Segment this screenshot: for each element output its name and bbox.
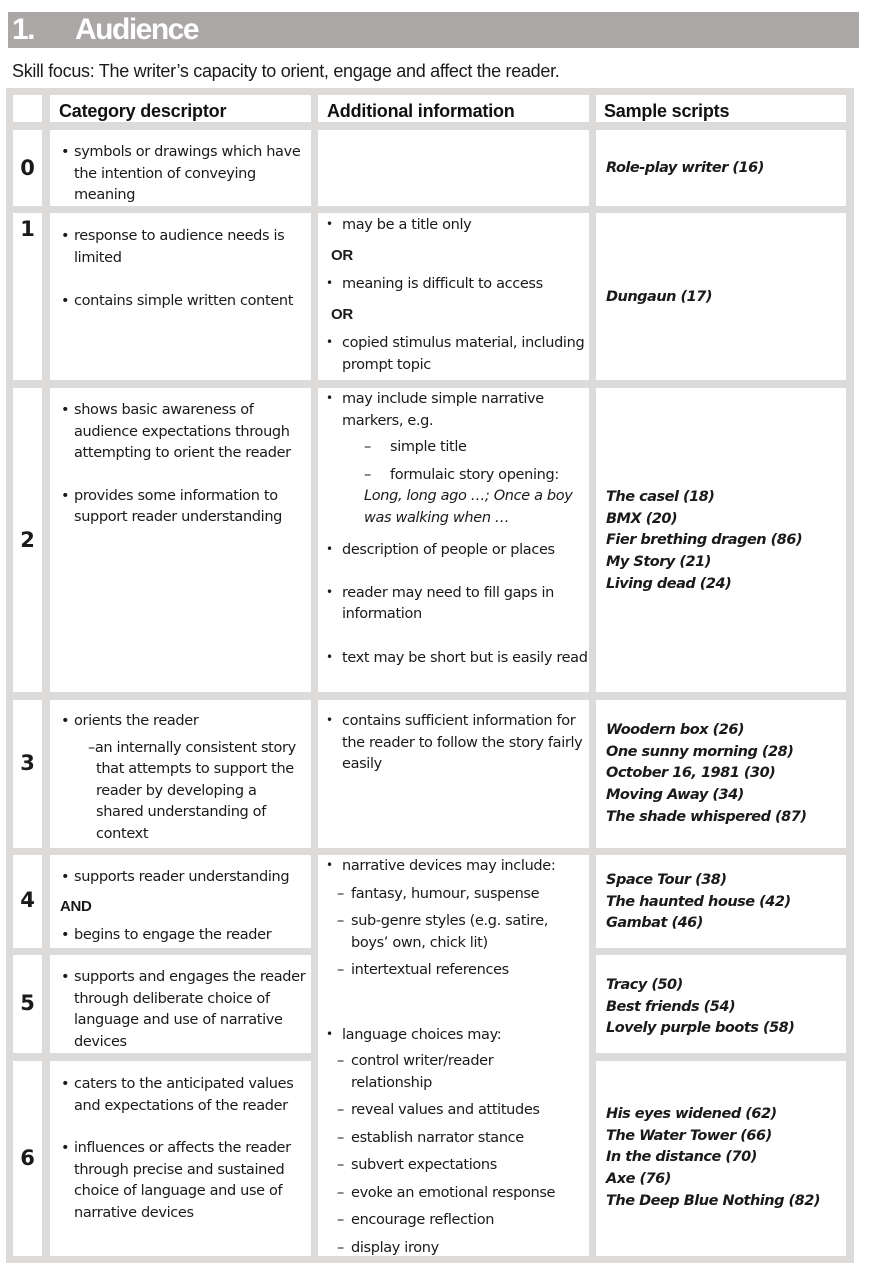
- score-3: 3: [13, 700, 42, 848]
- additional-subitem: – fantasy, humour, suspense: [318, 884, 589, 906]
- sample-script: The Deep Blue Nothing (82): [606, 1192, 820, 1209]
- score-1: 1: [13, 213, 42, 380]
- sample-script: My Story (21): [606, 554, 711, 571]
- score-6: 6: [13, 1061, 42, 1256]
- header-score-cell: [13, 95, 42, 122]
- additional-subitem: – intertextual references: [318, 960, 589, 982]
- additional-subitem: – encourage reflection: [318, 1210, 589, 1232]
- additional-example: Long, long ago …; Once a boy was walking when …: [364, 488, 573, 526]
- additional-subitem: – display irony: [318, 1238, 589, 1260]
- sample-script: BMX (20): [606, 510, 678, 527]
- sample-script: Best friends (54): [606, 998, 736, 1015]
- section-title-bar: [8, 12, 859, 48]
- additional-item: • meaning is difficult to access: [318, 274, 589, 296]
- sample-script: Role-play writer (16): [606, 160, 764, 176]
- additional-item: • language choices may:: [318, 1025, 589, 1047]
- additional-subitem: – formulaic story opening:: [318, 465, 589, 487]
- additional-item: • may be a title only: [318, 215, 589, 237]
- sample-script: In the distance (70): [606, 1149, 757, 1166]
- descriptor-item: • provides some information to support reader understanding: [50, 486, 311, 529]
- samples-cell-5: [596, 955, 846, 1053]
- sample-script: His eyes widened (62): [606, 1106, 777, 1122]
- additional-cell-3: [318, 700, 589, 848]
- rubric-table: [6, 88, 854, 1263]
- descriptor-cell-6: [50, 1061, 311, 1256]
- sample-script: The haunted house (42): [606, 893, 791, 910]
- sample-script: Dungaun (17): [606, 289, 712, 305]
- additional-subitem: – control writer/reader relationship: [318, 1051, 589, 1094]
- sample-script: Tracy (50): [606, 977, 683, 993]
- descriptor-cell-4: [50, 855, 311, 948]
- skill-focus: Skill focus: The writer’s capacity to orient, engage and affect the reader.: [12, 61, 560, 81]
- additional-item: • reader may need to fill gaps in information: [318, 583, 589, 626]
- additional-subitem: – reveal values and attitudes: [318, 1100, 589, 1122]
- descriptor-item: • symbols or drawings which have the intention of conveying meaning: [50, 142, 311, 207]
- header-sample-scripts: Sample scripts: [596, 95, 846, 122]
- additional-cell-1: [318, 213, 589, 380]
- sample-script: Moving Away (34): [606, 787, 744, 804]
- sample-script: Fier brething dragen (86): [606, 532, 803, 549]
- and-connector: AND: [60, 897, 92, 915]
- header-category-descriptor: Category descriptor: [50, 95, 311, 122]
- descriptor-item: • orients the reader: [50, 711, 311, 733]
- sample-script: Axe (76): [606, 1171, 671, 1188]
- score-5: 5: [13, 955, 42, 1053]
- additional-cell-2: [318, 388, 589, 692]
- additional-item: • contains sufficient information for the reader to follow the story fairly easily: [318, 711, 589, 776]
- additional-subitem: – establish narrator stance: [318, 1128, 589, 1150]
- additional-item: • description of people or places: [318, 540, 589, 562]
- sample-script: October 16, 1981 (30): [606, 765, 776, 782]
- descriptor-item: • response to audience needs is limited: [50, 226, 311, 269]
- additional-item: • text may be short but is easily read: [318, 648, 589, 670]
- sample-script: Living dead (24): [606, 575, 732, 592]
- samples-cell-3: [596, 700, 846, 848]
- sample-script: Lovely purple boots (58): [606, 1020, 795, 1037]
- additional-subitem: – sub-genre styles (e.g. satire, boys’ own, chick lit): [318, 911, 589, 954]
- descriptor-item: • begins to engage the reader: [50, 925, 311, 947]
- descriptor-cell-0: [50, 130, 311, 206]
- additional-item: • narrative devices may include:: [318, 856, 589, 878]
- descriptor-item: • contains simple written content: [50, 291, 311, 313]
- descriptor-item: • influences or affects the reader through precise and sustained choice of language and use of narrative devices: [50, 1138, 311, 1224]
- additional-item: • may include simple narrative markers, e.g.: [318, 389, 589, 432]
- or-connector: OR: [331, 305, 353, 323]
- section-number: 1.: [12, 13, 35, 46]
- samples-cell-2: [596, 388, 846, 692]
- samples-cell-4: [596, 855, 846, 948]
- sample-script: The Water Tower (66): [606, 1127, 772, 1144]
- sample-script: Space Tour (38): [606, 872, 727, 888]
- descriptor-item: • shows basic awareness of audience expectations through attempting to orient the reader: [50, 400, 311, 465]
- descriptor-item: • supports and engages the reader through deliberate choice of language and use of narrative devices: [50, 967, 311, 1053]
- section-title: Audience: [75, 13, 199, 46]
- descriptor-item: • supports reader understanding: [50, 867, 311, 889]
- or-connector: OR: [331, 246, 353, 264]
- additional-item: • copied stimulus material, including prompt topic: [318, 333, 589, 376]
- additional-subitem: – simple title: [318, 437, 589, 459]
- score-4: 4: [13, 855, 42, 948]
- descriptor-cell-5: [50, 955, 311, 1053]
- additional-subitem: – subvert expectations: [318, 1155, 589, 1177]
- descriptor-cell-3: [50, 700, 311, 848]
- sample-script: Gambat (46): [606, 915, 703, 932]
- sample-script: Woodern box (26): [606, 722, 745, 738]
- sample-script: One sunny morning (28): [606, 743, 794, 760]
- descriptor-item: • caters to the anticipated values and expectations of the reader: [50, 1074, 311, 1117]
- score-2: 2: [13, 388, 42, 692]
- additional-subitem: – evoke an emotional response: [318, 1183, 589, 1205]
- additional-cell-4-6: [318, 855, 589, 1256]
- sample-script: The shade whispered (87): [606, 808, 807, 825]
- score-0: 0: [13, 130, 42, 206]
- descriptor-cell-2: [50, 388, 311, 692]
- samples-cell-6: [596, 1061, 846, 1256]
- header-additional-information: Additional information: [318, 95, 589, 122]
- descriptor-cell-1: [50, 213, 311, 380]
- descriptor-subitem: –an internally consistent story that attempts to support the reader by developing a shared understanding of context: [88, 739, 296, 842]
- samples-cell-1: [596, 213, 846, 380]
- sample-script: The casel (18): [606, 489, 715, 505]
- samples-cell-0: [596, 130, 846, 206]
- additional-cell-0: [318, 130, 589, 206]
